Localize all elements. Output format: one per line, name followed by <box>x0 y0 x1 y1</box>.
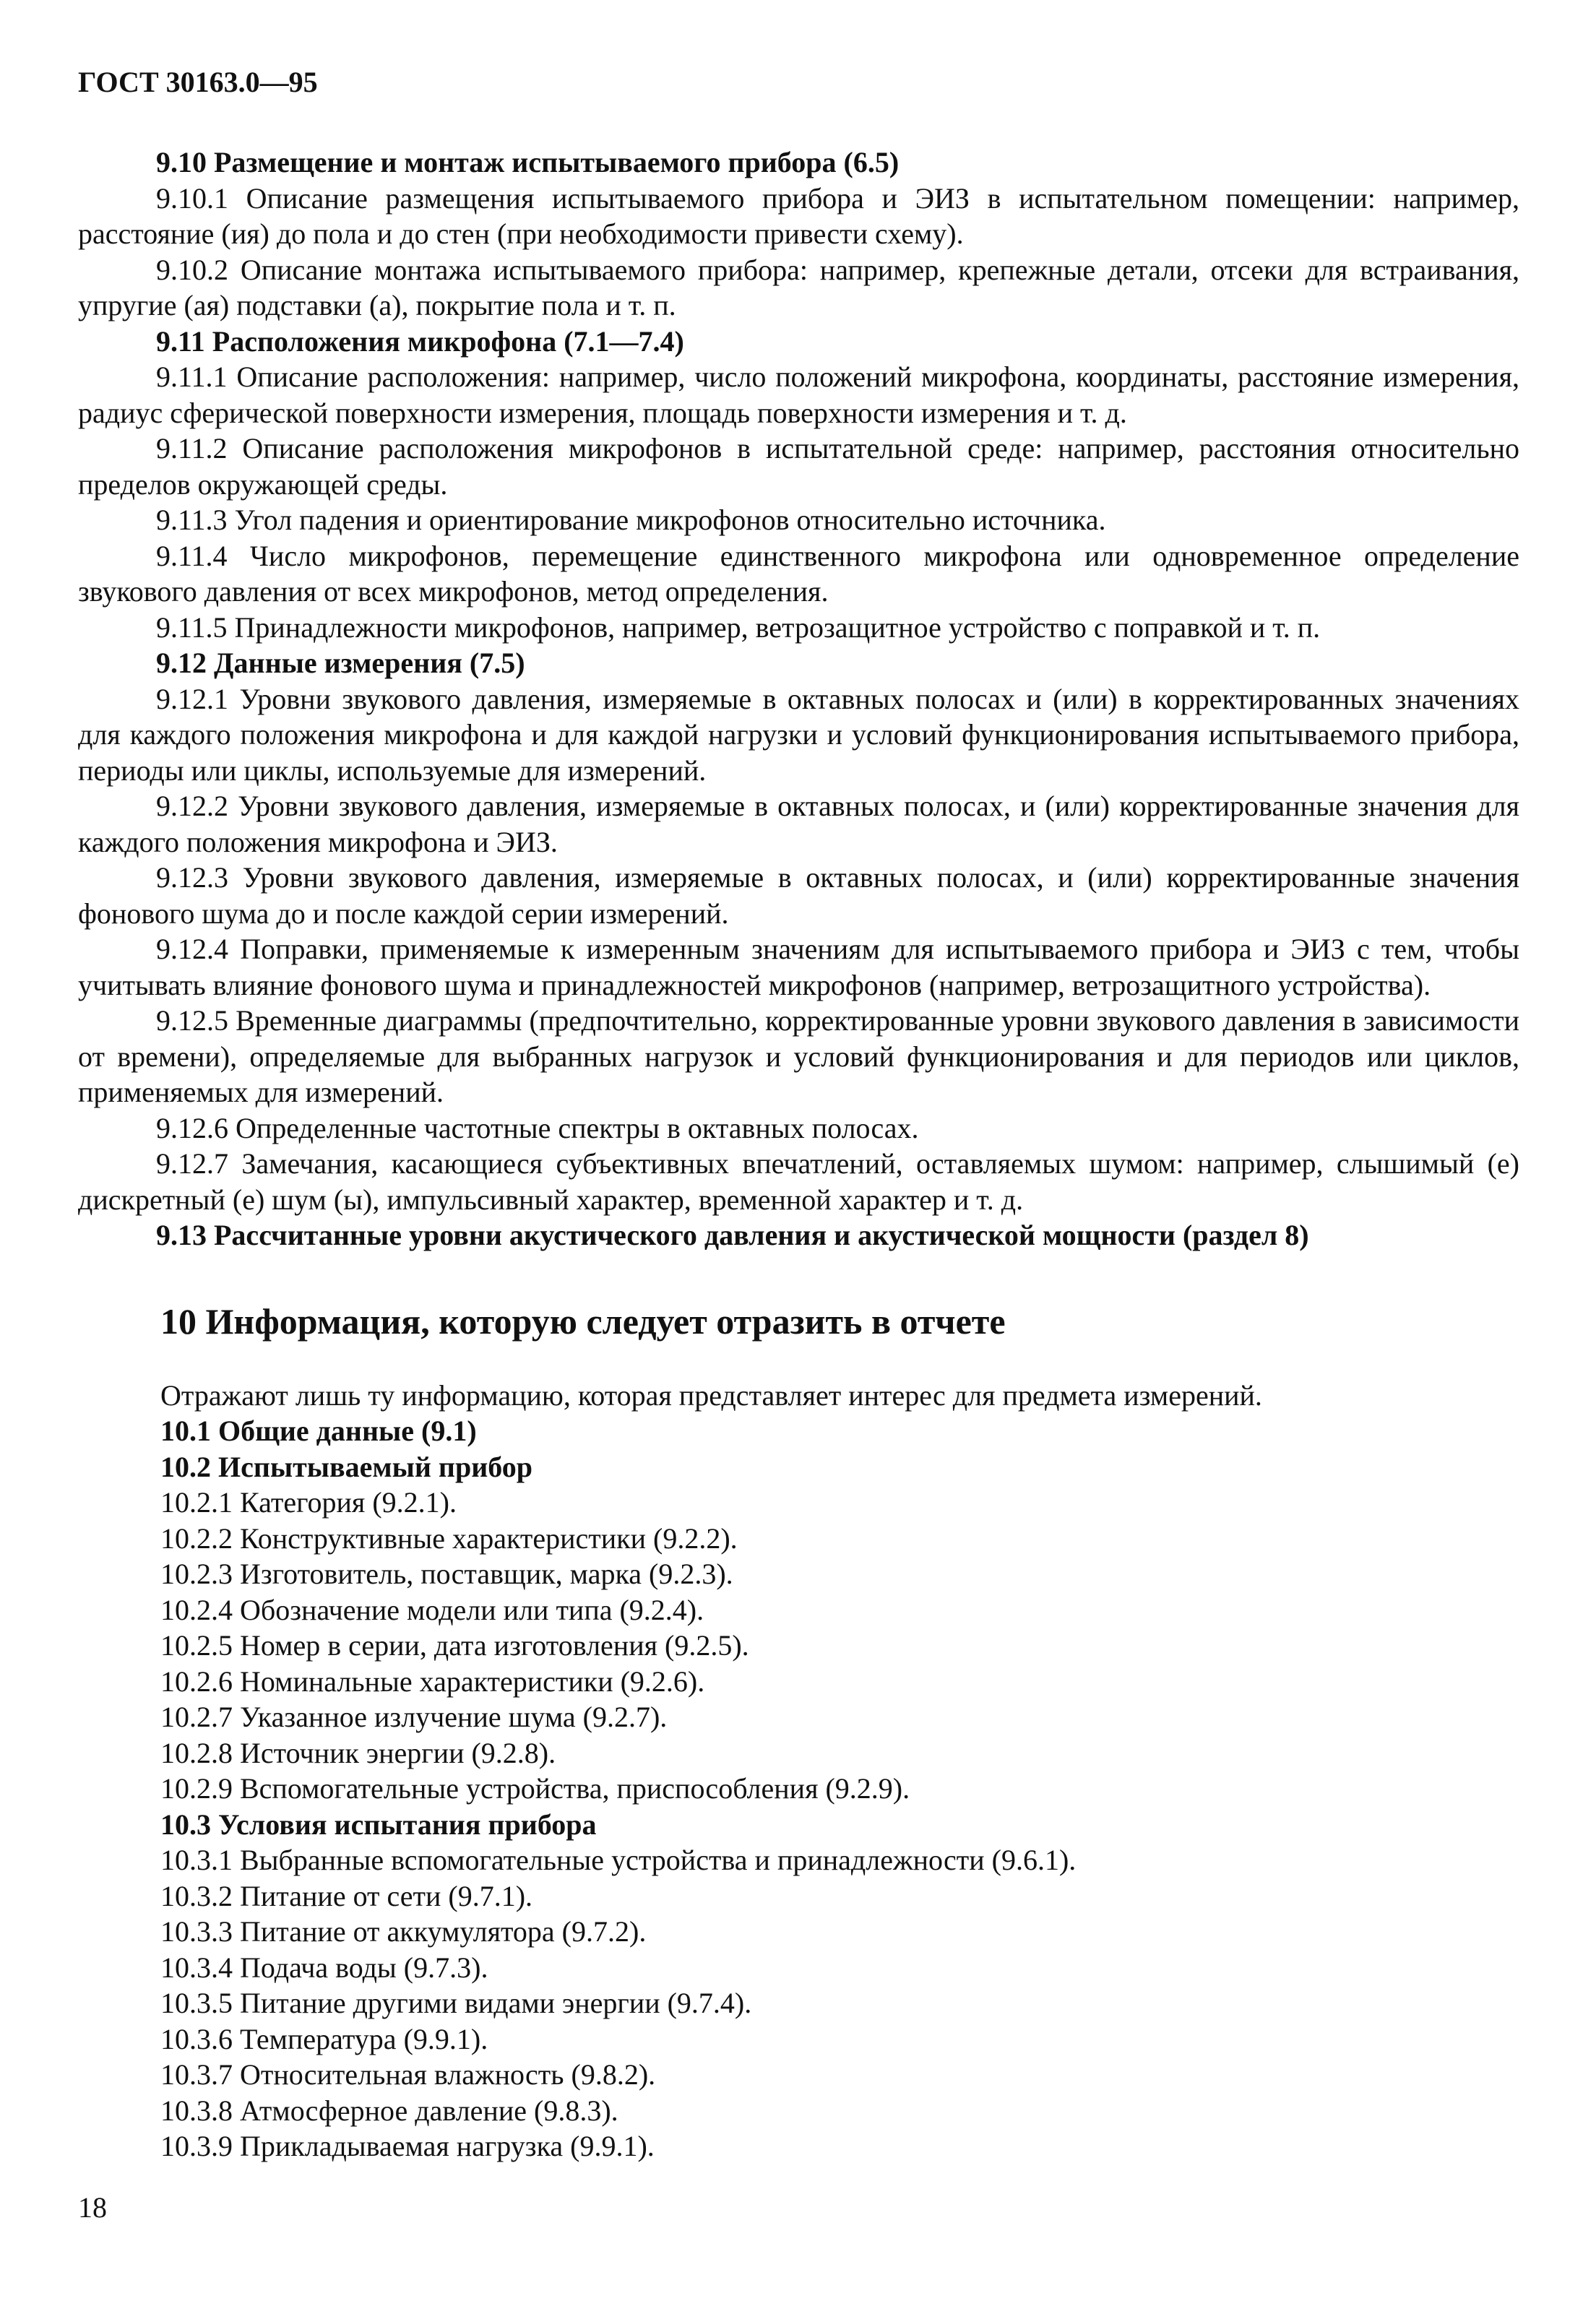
paragraph-9-11-4: 9.11.4 Число микрофонов, перемещение единственного микрофона или одновременное определение звукового давления от всех микрофонов, метод определения. <box>78 539 1519 608</box>
paragraph-9-11-5: 9.11.5 Принадлежности микрофонов, например, ветрозащитное устройство с поправкой и т. п. <box>156 610 1321 644</box>
paragraph-9-11-3: 9.11.3 Угол падения и ориентирование микрофонов относительно источника. <box>156 504 1106 536</box>
section-heading-9-13: 9.13 Рассчитанные уровни акустического давления и акустической мощности (раздел 8) <box>156 1219 1309 1251</box>
paragraph-9-12-4: 9.12.4 Поправки, применяемые к измеренным значениям для испытываемого прибора и ЭИЗ с тем, чтобы учитывать влияние фонового шума и принадлежностей микрофонов (например, ветрозащитного устройства). <box>78 933 1519 1001</box>
section-heading-9-12: 9.12 Данные измерения (7.5) <box>156 647 525 679</box>
section-heading-9-11: 9.11 Расположения микрофона (7.1—7.4) <box>156 324 684 358</box>
list-item: 10.3.6 Температура (9.9.1). <box>160 2022 488 2055</box>
document-code-header: ГОСТ 30163.0—95 <box>78 66 318 98</box>
list-item: 10.3.2 Питание от сети (9.7.1). <box>160 1879 533 1912</box>
list-item: 10.2.4 Обозначение модели или типа (9.2.4). <box>160 1593 704 1626</box>
list-item: 10.3.3 Питание от аккумулятора (9.7.2). <box>160 1915 647 1948</box>
list-item: 10.2.7 Указанное излучение шума (9.2.7). <box>160 1701 668 1733</box>
list-item: 10.2.3 Изготовитель, поставщик, марка (9.2.3). <box>160 1558 733 1590</box>
paragraph-9-10-1: 9.10.1 Описание размещения испытываемого прибора и ЭИЗ в испытательном помещении: например, расстояние (ия) до пола и до стен (при необходимости привести схему). <box>78 181 1519 250</box>
section-heading-10-3: 10.3 Условия испытания прибора <box>160 1808 597 1841</box>
section-heading-10-2: 10.2 Испытываемый прибор <box>160 1450 532 1483</box>
chapter-heading-10: 10 Информация, которую следует отразить в отчете <box>160 1300 1006 1342</box>
paragraph-9-12-1: 9.12.1 Уровни звукового давления, измеряемые в октавных полосах и (или) в корректированных значениях для каждого положения микрофона и для каждой нагрузки и условий функционирования испытываемого прибора, периоды или циклы, используемые для измерений. <box>78 682 1519 787</box>
section-heading-9-10: 9.10 Размещение и монтаж испытываемого прибора (6.5) <box>156 146 900 178</box>
list-item: 10.3.9 Прикладываемая нагрузка (9.9.1). <box>160 2130 655 2162</box>
paragraph-9-11-1: 9.11.1 Описание расположения: например, число положений микрофона, координаты, расстояние измерения, радиус сферической поверхности измерения, площадь поверхности измерения и т. д. <box>78 361 1519 429</box>
paragraph-9-11-2: 9.11.2 Описание расположения микрофонов в испытательной среде: например, расстояния относительно пределов окружающей среды. <box>78 432 1519 501</box>
list-item: 10.2.9 Вспомогательные устройства, приспособления (9.2.9). <box>160 1772 910 1805</box>
list-item: 10.3.4 Подача воды (9.7.3). <box>160 1951 488 1984</box>
list-item: 10.2.6 Номинальные характеристики (9.2.6). <box>160 1665 705 1698</box>
paragraph-9-12-7: 9.12.7 Замечания, касающиеся субъективных впечатлений, оставляемых шумом: например, слышимый (е) дискретный (е) шум (ы), импульсивный характер, временной характер и т. д. <box>78 1147 1519 1216</box>
page-number: 18 <box>78 2191 107 2224</box>
list-item: 10.3.5 Питание другими видами энергии (9.7.4). <box>160 1987 752 2019</box>
paragraph-9-12-5: 9.12.5 Временные диаграммы (предпочтительно, корректированные уровни звукового давления в зависимости от времени), определяемые для выбранных нагрузок и условий функционирования и для периодов или циклов, применяемых для измерений. <box>78 1004 1519 1108</box>
section-heading-10-1: 10.1 Общие данные (9.1) <box>160 1415 477 1447</box>
list-item: 10.2.1 Категория (9.2.1). <box>160 1486 457 1519</box>
chapter-10-intro: Отражают лишь ту информацию, которая представляет интерес для предмета измерений. <box>160 1378 1262 1412</box>
list-item: 10.2.8 Источник энергии (9.2.8). <box>160 1736 556 1769</box>
paragraph-9-10-2: 9.10.2 Описание монтажа испытываемого прибора: например, крепежные детали, отсеки для встраивания, упругие (ая) подставки (а), покрытие пола и т. п. <box>78 253 1519 321</box>
list-item: 10.3.1 Выбранные вспомогательные устройства и принадлежности (9.6.1). <box>160 1844 1077 1876</box>
paragraph-9-12-6: 9.12.6 Определенные частотные спектры в октавных полосах. <box>156 1111 919 1144</box>
paragraph-9-12-2: 9.12.2 Уровни звукового давления, измеряемые в октавных полосах, и (или) корректированные значения для каждого положения микрофона и ЭИЗ. <box>78 790 1519 858</box>
paragraph-9-12-3: 9.12.3 Уровни звукового давления, измеряемые в октавных полосах, и (или) корректированные значения фонового шума до и после каждой серии измерений. <box>78 861 1519 930</box>
list-item: 10.3.7 Относительная влажность (9.8.2). <box>160 2058 656 2091</box>
list-item: 10.2.5 Номер в серии, дата изготовления (9.2.5). <box>160 1629 749 1662</box>
list-item: 10.2.2 Конструктивные характеристики (9.2.2). <box>160 1521 738 1555</box>
page-content <box>78 144 1519 2164</box>
list-item: 10.3.8 Атмосферное давление (9.8.3). <box>160 2094 618 2127</box>
